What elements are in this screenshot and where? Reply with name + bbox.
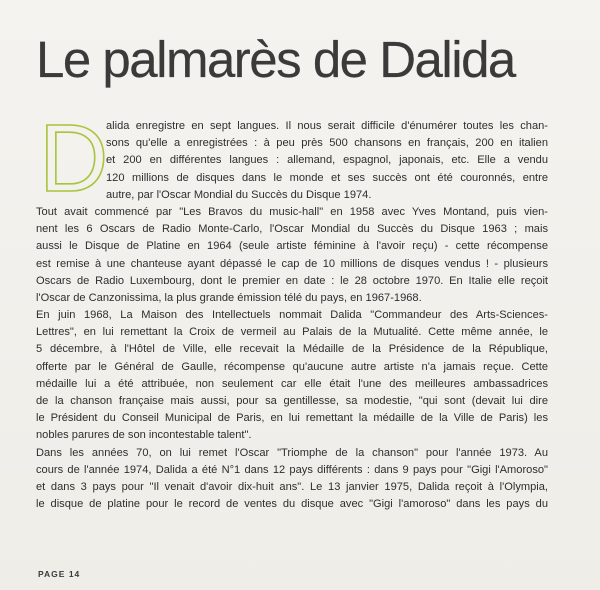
text-line: nent les 6 Oscars de Radio Monte-Carlo, l'Oscar Mondial du Succès du Disque 1963 ; mais: [36, 223, 548, 236]
text-line: Dans les années 70, on lui remet l'Oscar "Triomphe de la chanson" pour l'année 1973. Au: [36, 446, 548, 459]
text-line: autre, par l'Oscar Mondial du Succès du Disque 1974.: [106, 188, 372, 201]
text-line: est remise à une chanteuse ayant dépassé le cap de 10 millions de disques vendus ! - plusieurs: [36, 257, 548, 270]
text-line: offerte par le Général de Gaulle, récompense qu'aucune autre artiste n'a jamais reçue. Cette: [36, 360, 548, 373]
text-line: Lettres", en lui remettant la Croix de vermeil au Palais de la Mutualité. Cette même année, le: [36, 326, 548, 339]
text-line: médaille lui a été attribuée, non seulement car elle était l'une des meilleures ambassadrices: [36, 377, 548, 390]
text-line: sons qu'elle a enregistrées : à peu près 500 chansons en français, 200 en italien: [106, 137, 548, 150]
text-line: alida enregistre en sept langues. Il nous serait difficile d'énumérer toutes les chan-: [106, 120, 548, 132]
text-line: et 200 en différentes langues : allemand, espagnol, japonais, etc. Elle a vendu: [106, 154, 548, 167]
text-line: le disque de platine pour le record de ventes du disque avec "Gigi l'amoroso" dans les pays du: [36, 498, 548, 511]
text-line: et dans 3 pays pour "Il venait d'avoir dix-huit ans". Le 13 janvier 1975, Dalida reçoit à l'Olympia,: [36, 480, 548, 493]
text-line: En juin 1968, La Maison des Intellectuels nommait Dalida "Commandeur des Arts-Sciences-: [36, 309, 548, 322]
text-line: le Président du Conseil Municipal de Paris, en lui remettant la médaille de la Ville de Paris) les: [36, 412, 548, 425]
text-line: cours de l'année 1974, Dalida a été N°1 dans 12 pays différents : dans 9 pays pour "Gigi l'Amoroso": [36, 463, 548, 476]
text-line: 120 millions de disques dans le monde et ses succès ont été couronnés, entre: [106, 171, 548, 184]
text-line: Tout avait commencé par "Les Bravos du music-hall" en 1958 avec Yves Montand, puis vien-: [36, 205, 548, 218]
page-number: PAGE 14: [38, 569, 81, 579]
article-body: [36, 118, 548, 513]
text-line: aussi le Disque de Platine en 1964 (seule artiste féminine à l'avoir reçu) - cette récompense: [36, 240, 548, 253]
text-line: 5 décembre, à l'Hôtel de Ville, elle recevait la Médaille de la Présidence de la République,: [36, 343, 548, 356]
text-line: de la chanson française mais aussi, pour sa gentillesse, sa modestie, "qui sont (devait lui dire: [36, 395, 548, 407]
page-title: Le palmarès de Dalida: [36, 31, 515, 88]
text-line: l'Oscar de Canzonissima, la plus grande émission télé du pays, en 1967-1968.: [36, 291, 422, 304]
text-line: Oscars de Radio Luxembourg, dont le premier en date : le 28 octobre 1970. En Italie elle reçoit: [36, 274, 548, 287]
drop-cap-letter: D: [39, 105, 109, 212]
text-line: nobles parures de son incontestable talent".: [36, 429, 252, 442]
